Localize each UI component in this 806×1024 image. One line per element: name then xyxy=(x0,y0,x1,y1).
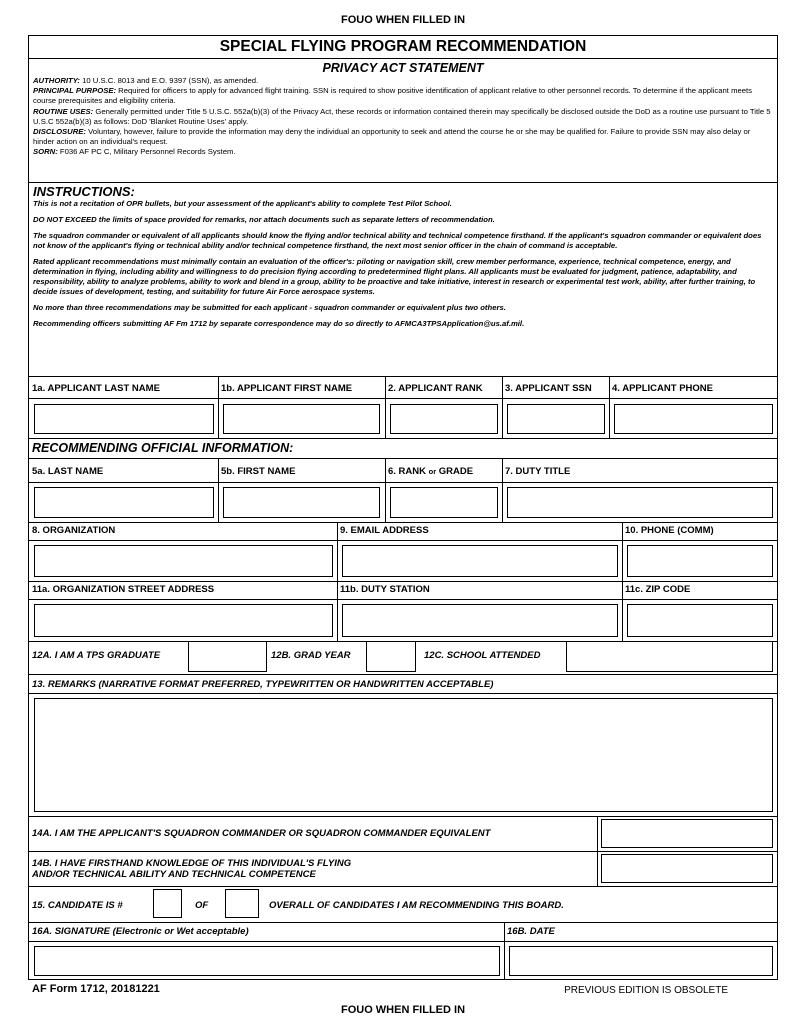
recommending-heading: RECOMMENDING OFFICIAL INFORMATION: xyxy=(32,441,294,455)
date-field[interactable] xyxy=(509,946,773,976)
authority-text: 10 U.S.C. 8013 and E.O. 9397 (SSN), as amended. xyxy=(82,76,259,85)
applicant-first-name-label: 1b. APPLICANT FIRST NAME xyxy=(221,383,353,394)
obsolete-notice: PREVIOUS EDITION IS OBSOLETE xyxy=(564,985,728,996)
q14b-field[interactable] xyxy=(601,854,773,883)
instruction-6: Recommending officers submitting AF Fm 1712 by separate correspondence may do so directly to AFMCA3TPSApplication@us.af.mil. xyxy=(33,319,525,328)
remarks-label: 13. REMARKS (NARRATIVE FORMAT PREFERRED, TYPEWRITTEN OR HANDWRITTEN ACCEPTABLE) xyxy=(32,679,494,690)
applicant-rank-label: 2. APPLICANT RANK xyxy=(388,383,483,394)
grad-year-label: 12B. GRAD YEAR xyxy=(271,650,351,661)
applicant-rank-field[interactable] xyxy=(390,404,498,434)
instructions-heading: INSTRUCTIONS: xyxy=(33,184,135,199)
email-field[interactable] xyxy=(342,545,618,577)
form-title: SPECIAL FLYING PROGRAM RECOMMENDATION xyxy=(29,36,777,59)
rec-first-name-label: 5b. FIRST NAME xyxy=(221,466,296,477)
instruction-1: This is not a recitation of OPR bullets, but your assessment of the applicant's ability to complete Test Pilot School. xyxy=(33,199,452,208)
zip-code-label: 11c. ZIP CODE xyxy=(625,584,691,595)
applicant-first-name-field[interactable] xyxy=(223,404,380,434)
applicant-ssn-field[interactable] xyxy=(507,404,605,434)
signature-field[interactable] xyxy=(34,946,500,976)
applicant-last-name-field[interactable] xyxy=(34,404,214,434)
q14a-field[interactable] xyxy=(601,819,773,848)
authority-label: AUTHORITY: xyxy=(33,76,80,85)
disclosure-label: DISCLOSURE: xyxy=(33,127,86,137)
rec-phone-field[interactable] xyxy=(627,545,773,577)
q15-of-label: OF xyxy=(195,900,209,911)
q14a-label: 14A. I AM THE APPLICANT'S SQUADRON COMMANDER OR SQUADRON COMMANDER EQUIVALENT xyxy=(32,828,491,839)
routine-label: ROUTINE USES: xyxy=(33,106,94,116)
duty-station-label: 11b. DUTY STATION xyxy=(340,584,430,595)
date-label: 16B. DATE xyxy=(507,926,555,937)
routine-text: Generally permitted under Title 5 U.S.C. 552a(b)(3) of the Privacy Act, these records or information contained therein may specifically be disclosed outside the DoD as a routine use pursuant to Title 5 U.S.C 552a(b)(3) as follows: DoD 'Blanket Routine Uses' apply. xyxy=(33,106,771,126)
instruction-4: Rated applicant recommendations must minimally contain an evaluation of the officer's: piloting or navigation skill, crew member performance, experience, technical competence, energy, and determination in flying, including ability and willingness to do precision flying according to predetermined flight plans. All applicants must be evaluated for judgment, patience, adaptability, and responsibility, ability to analyze problems, ability to work and blend in a group, ability to be proactive and take initiative, interest in research or experimental test work, ability, after further training, to decide issues of development, testing, and suitability for future Air Force aerospace systems. xyxy=(33,257,756,296)
form-body xyxy=(28,35,778,980)
rec-rank-label: 6. RANK or GRADE xyxy=(388,466,474,477)
q14b-label: 14B. I HAVE FIRSTHAND KNOWLEDGE OF THIS INDIVIDUAL'S FLYING AND/OR TECHNICAL ABILITY AND TECHNICAL COMPETENCE xyxy=(32,858,352,880)
applicant-phone-field[interactable] xyxy=(614,404,773,434)
fouo-header: FOUO WHEN FILLED IN xyxy=(340,14,466,26)
candidate-rank-field[interactable] xyxy=(153,889,182,918)
sorn-label: SORN: xyxy=(33,147,58,157)
disclosure-text: Voluntary, however, failure to provide the information may deny the individual an opportunity to seek and attend the course he or she may be qualified for. Failure to provide SSN may also delay or hinder action on an individual's request. xyxy=(33,127,751,147)
rec-duty-title-label: 7. DUTY TITLE xyxy=(505,466,571,477)
applicant-phone-label: 4. APPLICANT PHONE xyxy=(612,383,713,394)
signature-label: 16A. SIGNATURE (Electronic or Wet acceptable) xyxy=(32,926,249,937)
duty-station-field[interactable] xyxy=(342,604,618,637)
tps-graduate-field[interactable] xyxy=(188,641,267,672)
form-id: AF Form 1712, 20181221 xyxy=(32,983,160,995)
instruction-2: DO NOT EXCEED the limits of space provided for remarks, nor attach documents such as separate letters of recommendation. xyxy=(33,215,495,224)
street-address-field[interactable] xyxy=(34,604,333,637)
candidate-total-field[interactable] xyxy=(225,889,259,918)
applicant-ssn-label: 3. APPLICANT SSN xyxy=(505,383,592,394)
applicant-last-name-label: 1a. APPLICANT LAST NAME xyxy=(32,383,160,394)
school-attended-field[interactable] xyxy=(566,641,773,672)
purpose-label: PRINCIPAL PURPOSE: xyxy=(33,86,117,96)
rec-phone-label: 10. PHONE (COMM) xyxy=(625,525,714,536)
rec-rank-field[interactable] xyxy=(390,487,498,518)
email-label: 9. EMAIL ADDRESS xyxy=(340,525,429,536)
street-address-label: 11a. ORGANIZATION STREET ADDRESS xyxy=(32,584,215,595)
tps-graduate-label: 12A. I AM A TPS GRADUATE xyxy=(32,650,161,661)
grad-year-field[interactable] xyxy=(366,641,416,672)
rec-first-name-field[interactable] xyxy=(223,487,380,518)
zip-code-field[interactable] xyxy=(627,604,773,637)
instruction-3: The squadron commander or equivalent of all applicants should know the flying and/or technical ability and technical competence firsthand. If the applicant's squadron commander or equivalent does not know of the applicant's flying or technical ability and/or technical competence firsthand, the next most senior officer in the chain of command is acceptable. xyxy=(33,231,762,250)
rec-last-name-label: 5a. LAST NAME xyxy=(32,466,104,477)
privacy-heading: PRIVACY ACT STATEMENT xyxy=(322,61,484,75)
q15-label: 15. CANDIDATE IS # xyxy=(32,900,123,911)
q15-rest-label: OVERALL OF CANDIDATES I AM RECOMMENDING THIS BOARD. xyxy=(269,900,564,911)
fouo-footer: FOUO WHEN FILLED IN xyxy=(340,1004,466,1016)
sorn-text: F036 AF PC C, Military Personnel Records System. xyxy=(59,147,236,157)
rec-last-name-field[interactable] xyxy=(34,487,214,518)
purpose-text: Required for officers to apply for advanced flight training. SSN is required to show positive identification of applicant relative to other personnel records. To determine if the applicant meets course prerequisites and eligibility criteria. xyxy=(33,86,753,106)
school-attended-label: 12C. SCHOOL ATTENDED xyxy=(424,650,541,661)
instructions-section xyxy=(29,182,777,377)
organization-label: 8. ORGANIZATION xyxy=(32,525,116,536)
organization-field[interactable] xyxy=(34,545,333,577)
privacy-act-section xyxy=(29,58,777,183)
rec-duty-title-field[interactable] xyxy=(507,487,773,518)
instruction-5: No more than three recommendations may be submitted for each applicant - squadron commander or equivalent plus two others. xyxy=(33,303,506,312)
remarks-field[interactable] xyxy=(34,698,773,812)
